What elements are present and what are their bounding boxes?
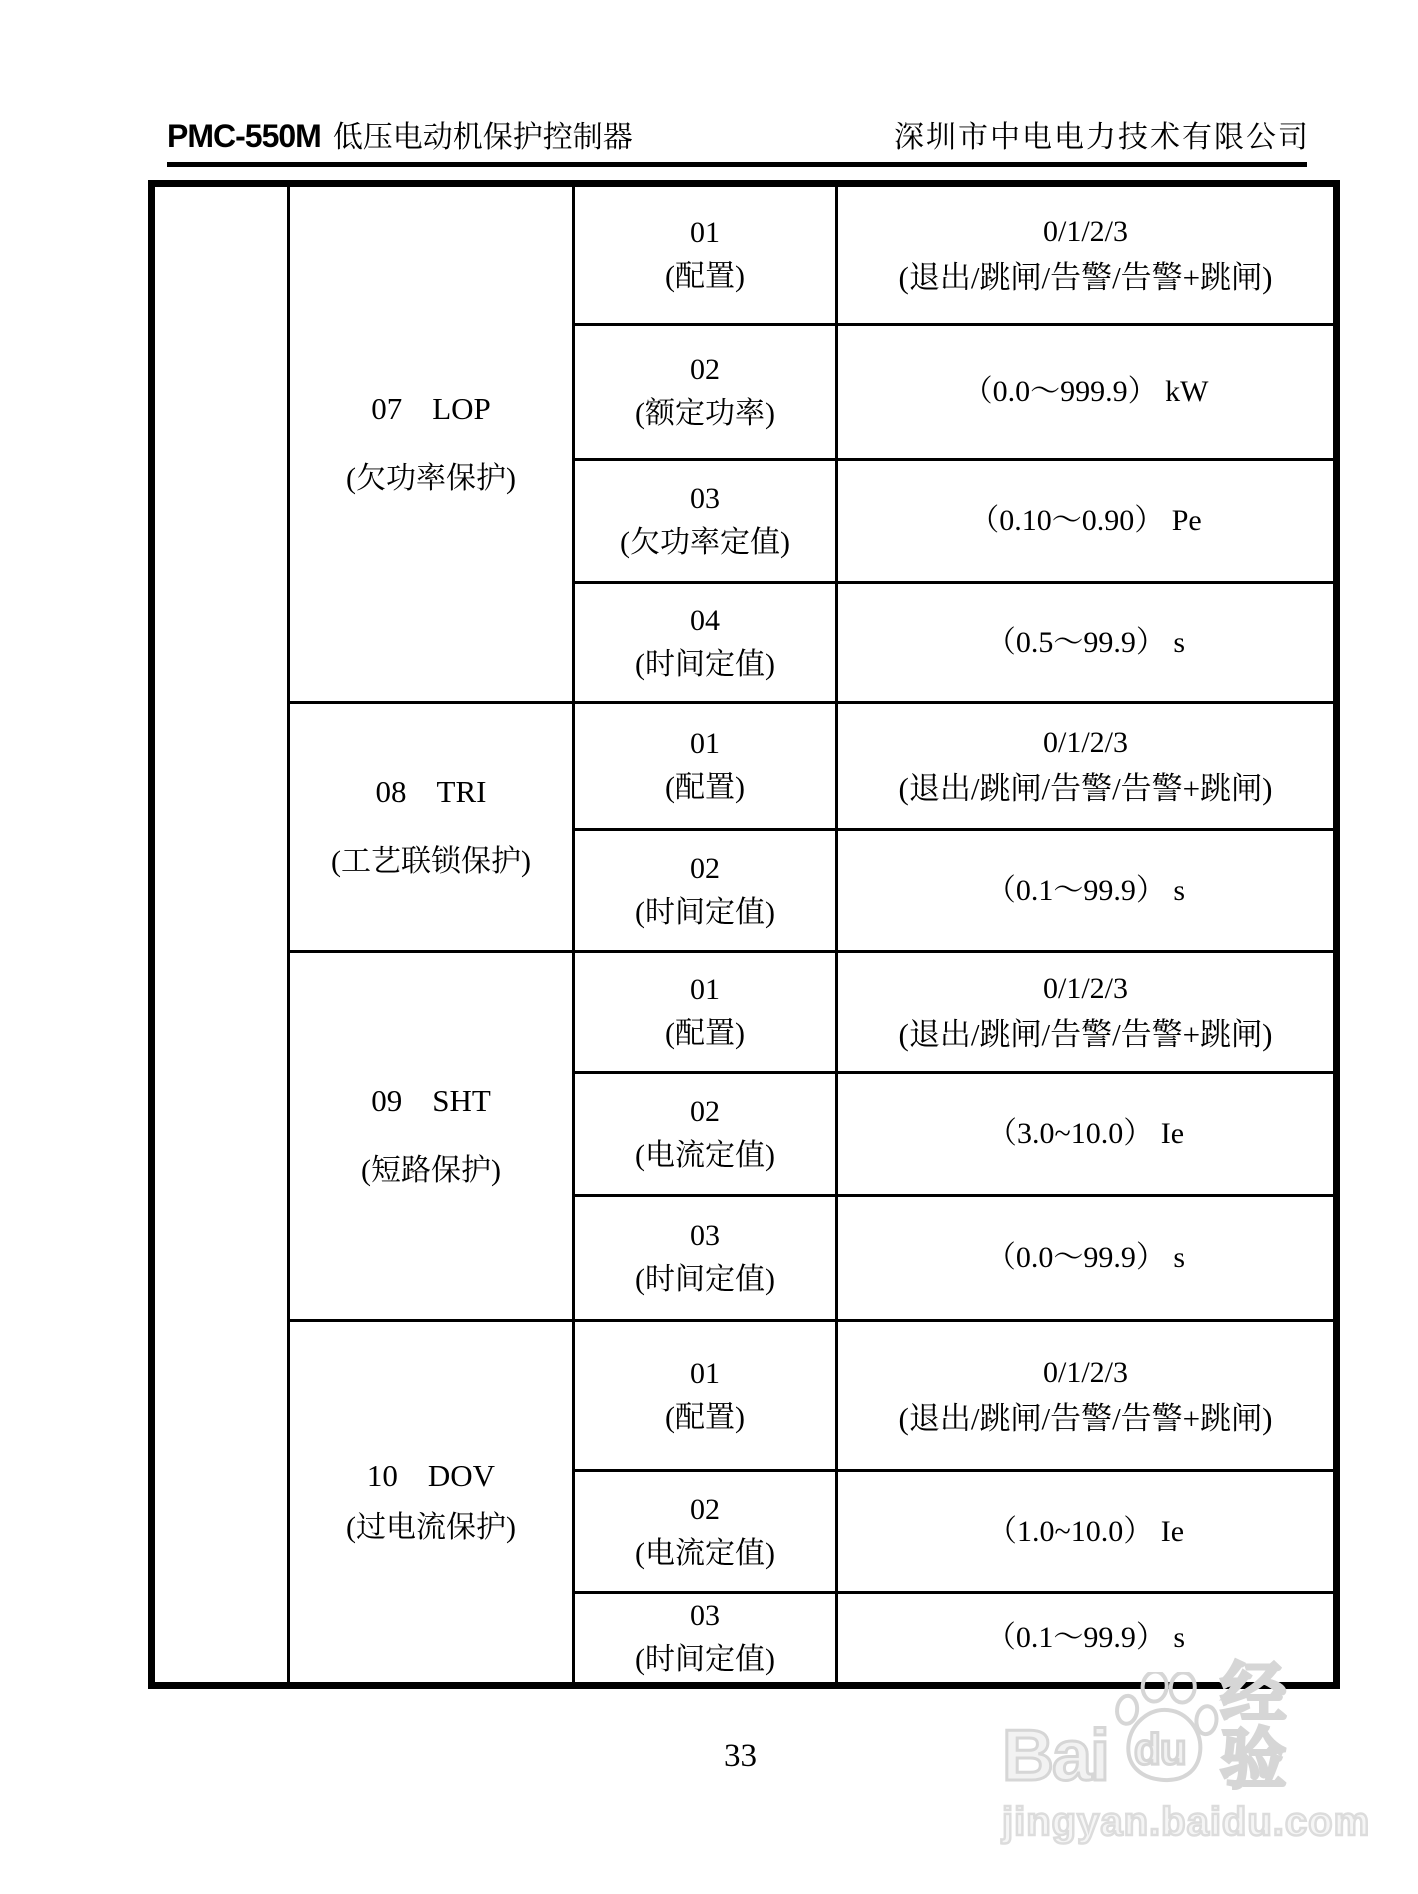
value-range: 0/1/2/3 [1042,1355,1128,1389]
value-cell [837,184,1337,325]
group-name: (短路保护) [361,1154,501,1187]
value-range: （0.0～999.9） kW [962,375,1209,408]
protection-settings-table [148,180,1340,1689]
group-code-line [290,1079,572,1123]
param-name: (配置) [665,1400,745,1434]
value-cell [837,703,1337,830]
param-name: (时间定值) [635,647,775,681]
table-row [152,184,1337,325]
value-cell [837,1471,1337,1593]
value-cell [837,325,1337,460]
table-left-empty-cell [152,184,289,1686]
param-cell [574,1321,837,1471]
param-name: (时间定值) [635,1263,775,1296]
group-abbr: TRI [436,774,487,809]
param-number: 02 [690,1492,720,1526]
header-company: 深圳市中电电力技术有限公司 [894,121,1310,154]
value-cell [837,460,1337,583]
value-range: 0/1/2/3 [1042,726,1128,759]
value-cell [837,830,1337,952]
param-number: 02 [690,851,720,885]
watermark-url: jingyan.baidu.com [1002,1800,1371,1844]
param-name: (时间定值) [635,1643,775,1676]
group-number: 08 [375,774,407,809]
header-product [167,112,633,156]
group-number: 10 [366,1458,398,1493]
param-name: (额定功率) [635,397,775,430]
table-row [152,703,1337,830]
param-name: (配置) [665,260,745,293]
param-name: (配置) [665,771,745,804]
group-cell-tri [289,703,574,952]
group-code-line [290,1454,572,1498]
group-abbr: LOP [432,391,491,426]
group-code-line [290,770,572,814]
page-number: 33 [724,1738,757,1774]
value-cell [837,952,1337,1073]
product-model: PMC-550M [167,118,321,154]
value-range: 0/1/2/3 [1042,215,1128,248]
param-cell [574,583,837,703]
group-number: 07 [371,391,403,426]
param-number: 03 [690,1219,720,1252]
group-code-line [290,387,572,431]
value-cell [837,1073,1337,1196]
param-number: 02 [690,353,720,386]
param-cell [574,460,837,583]
param-cell [574,1593,837,1686]
value-cell [837,1593,1337,1686]
group-name: (工艺联锁保护) [331,845,531,878]
value-range: （1.0~10.0） Ie [986,1514,1185,1548]
param-cell [574,184,837,325]
group-name: (欠功率保护) [346,462,516,495]
value-options: (退出/跳闸/告警/告警+跳闸) [898,1400,1273,1436]
param-name: (时间定值) [635,895,775,929]
header-rule [167,162,1307,167]
product-title: 低压电动机保护控制器 [332,121,633,154]
value-options: (退出/跳闸/告警/告警+跳闸) [898,771,1273,806]
watermark-jingyan-text: 经验 [1220,1656,1289,1796]
group-number: 09 [371,1083,403,1118]
param-cell [574,325,837,460]
value-range: （0.10～0.90） Pe [969,504,1202,537]
group-name: (过电流保护) [346,1511,516,1544]
value-options: (退出/跳闸/告警/告警+跳闸) [898,1017,1273,1052]
table-row [152,952,1337,1073]
param-name: (电流定值) [635,1139,775,1172]
param-number: 01 [690,216,720,249]
param-number: 03 [690,482,720,515]
param-number: 02 [690,1095,720,1128]
group-cell-lop [289,184,574,703]
value-options: (退出/跳闸/告警/告警+跳闸) [898,260,1273,295]
param-number: 01 [690,1356,720,1390]
watermark-bai-text: Bai [1002,1716,1109,1796]
value-range: （0.1～99.9） s [985,1621,1186,1654]
param-number: 03 [690,1599,720,1632]
param-name: (电流定值) [635,1536,775,1570]
param-cell [574,952,837,1073]
param-cell [574,1073,837,1196]
value-cell [837,583,1337,703]
param-cell [574,1196,837,1321]
value-cell [837,1321,1337,1471]
param-cell [574,1471,837,1593]
value-cell [837,1196,1337,1321]
param-cell [574,830,837,952]
value-range: 0/1/2/3 [1042,972,1128,1005]
value-range: （0.5～99.9） s [985,625,1186,659]
param-number: 04 [690,603,720,637]
group-cell-dov [289,1321,574,1686]
table-row [152,1321,1337,1471]
group-abbr: DOV [427,1458,496,1493]
param-name: (欠功率定值) [620,526,790,559]
param-number: 01 [690,973,720,1006]
value-range: （3.0~10.0） Ie [986,1117,1185,1150]
group-cell-sht [289,952,574,1321]
value-range: （0.1～99.9） s [985,873,1186,907]
value-range: （0.0～99.9） s [985,1241,1186,1274]
group-abbr: SHT [432,1083,491,1118]
param-name: (配置) [665,1017,745,1050]
watermark-du-text: du [1134,1725,1186,1774]
param-number: 01 [690,727,720,760]
param-cell [574,703,837,830]
page-header [167,112,1310,156]
